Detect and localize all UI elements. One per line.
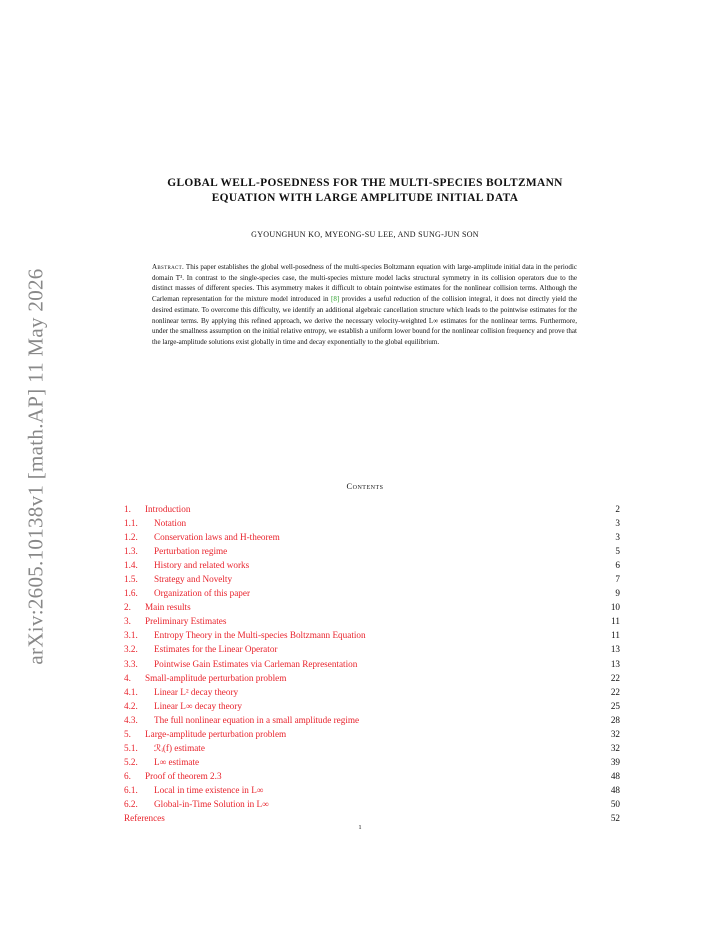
toc-entry-title: Proof of theorem 2.3 [145,770,222,781]
toc-entry-page: 50 [610,798,620,809]
toc-entry[interactable] [124,530,620,544]
arxiv-identifier-text: arXiv:2605.10138v1 [math.AP] 11 May 2026 [23,267,48,665]
toc-entry-number: 3.1. [124,630,138,641]
toc-entry-page: 7 [615,574,620,585]
toc-entry-number: 1.3. [124,546,138,557]
toc-entry-link[interactable] [124,699,242,713]
toc-entry-page: 6 [615,560,620,571]
author-list: GYOUNGHUN KO, MYEONG-SU LEE, AND SUNG-JUN SON [251,230,479,239]
toc-entry-link[interactable] [124,544,227,558]
toc-entry-title: References [124,813,165,824]
toc-entry-link[interactable] [124,600,191,614]
toc-entry-link[interactable] [124,530,280,544]
toc-entry[interactable] [124,628,620,642]
paper-title [90,176,640,206]
toc-entry-number: 4. [124,672,131,683]
toc-entry-link[interactable] [124,797,269,811]
toc-entry[interactable] [124,671,620,685]
toc-entry-title: History and related works [154,560,250,571]
toc-entry-link[interactable] [124,642,277,656]
toc-entry-page: 5 [615,546,620,557]
toc-entry[interactable] [124,544,620,558]
toc-entry-link[interactable] [124,755,199,769]
toc-entry-title: Pointwise Gain Estimates via Carleman Representation [154,658,358,669]
toc-entry-title: ℛᵢ(f) estimate [154,742,205,753]
toc-entry-link[interactable] [124,727,286,741]
toc-entry-page: 48 [610,770,620,781]
toc-entry-number: 1.1. [124,518,138,529]
toc-entry-number: 1.2. [124,532,138,543]
toc-entry-title: Organization of this paper [154,588,251,599]
toc-entry-title: The full nonlinear equation in a small amplitude regime [154,714,360,725]
toc-entry-number: 5. [124,728,131,739]
toc-entry-title: Linear L∞ decay theory [154,700,242,711]
toc-entry-number: 4.1. [124,686,138,697]
toc-entry-title: Preliminary Estimates [145,616,227,627]
toc-entry[interactable] [124,685,620,699]
toc-entry-title: Notation [154,518,187,529]
toc-entry[interactable] [124,769,620,783]
arxiv-identifier [18,242,54,690]
toc-entry[interactable] [124,699,620,713]
toc-entry-page: 2 [615,504,620,514]
toc-entry-number: 3.2. [124,644,138,655]
toc-entry-page: 11 [611,630,620,641]
toc-entry-page: 32 [610,728,620,739]
toc-entry-page: 13 [610,644,620,655]
toc-entry-page: 32 [610,742,620,753]
toc-entry-title: Local in time existence in L∞ [154,784,264,795]
toc-entry-page: 25 [610,700,620,711]
toc-entry-page: 3 [615,518,620,529]
toc-entry-number: 6.1. [124,784,138,795]
toc-entry-link[interactable] [124,614,226,628]
toc-entry-link[interactable] [124,657,357,671]
toc-entry-number: 4.2. [124,700,138,711]
toc-entry-page: 3 [615,532,620,543]
toc-entry-link[interactable] [124,811,165,825]
toc-entry-title: Estimates for the Linear Operator [154,644,278,655]
toc-entry[interactable] [124,741,620,755]
toc-entry[interactable] [124,811,620,825]
toc-entry-page: 52 [610,813,620,824]
toc-entry-title: Strategy and Novelty [154,574,233,585]
toc-entry-page: 48 [610,784,620,795]
toc-entry-number: 6.2. [124,798,138,809]
toc-entry-link[interactable] [124,713,359,727]
toc-entry-link[interactable] [124,769,222,783]
toc-entry-link[interactable] [124,502,190,516]
toc-entry-link[interactable] [124,671,286,685]
toc-entry[interactable] [124,516,620,530]
abstract-text-1: This paper establishes the global well-posedness of the multi-species Boltzmann equation with large-amplitude initial data in the periodic domain T³. In contrast to the single-species case, the multi-species mixture model lacks structural symmetry in its collision operators due to the distinct masses of different species. This asymmetry makes it difficult to obtain pointwise estimates for the nonlinear collision terms. Although the Carleman representation for the mixture model introduced in [152,263,577,304]
toc-entry-title: Entropy Theory in the Multi-species Boltzmann Equation [154,630,366,641]
toc-entry-link[interactable] [124,586,250,600]
toc-entry-page: 22 [610,672,620,683]
toc-entry[interactable] [124,755,620,769]
toc-entry-title: Introduction [145,504,191,514]
title-line-1: GLOBAL WELL-POSEDNESS FOR THE MULTI-SPECIES BOLTZMANN [167,177,563,189]
toc-entry-number: 1. [124,504,131,514]
toc-entry[interactable] [124,657,620,671]
toc-entry-title: Large-amplitude perturbation problem [145,728,287,739]
abstract [152,262,577,348]
toc-entry-link[interactable] [124,628,366,642]
toc-entry[interactable] [124,783,620,797]
toc-entry-title: Main results [145,602,191,613]
toc-entry-title: Linear L² decay theory [154,686,239,697]
toc-entry-title: Conservation laws and H-theorem [154,532,280,543]
toc-entry[interactable] [124,600,620,614]
toc-entry-page: 11 [611,616,620,627]
toc-entry[interactable] [124,502,620,516]
abstract-text-2: provides a useful reduction of the collision integral, it does not directly yield the desired estimate. To overcome this difficulty, we identify an additional algebraic cancellation structure which leads to the pointwise estimates for the nonlinear terms. By applying this refined approach, we derive the necessary velocity-weighted L∞ estimates for the nonlinear terms. Furthermore, under the smallness assumption on the initial relative entropy, we establish a uniform lower bound for the nonlinear collision frequency and prove that the large-amplitude solutions exist globally in time and decay exponentially to the global equilibrium. [152,295,577,346]
toc-entry-page: 9 [615,588,620,599]
toc-entry-number: 6. [124,770,131,781]
toc-entry-page: 39 [610,756,620,767]
toc-entry-page: 10 [610,602,620,613]
toc-entry-number: 1.4. [124,560,138,571]
abstract-heading: Abstract. [152,263,185,271]
toc-entry-link[interactable] [124,558,249,572]
toc-entry[interactable] [124,558,620,572]
toc-entry-number: 3.3. [124,658,138,669]
toc-entry-link[interactable] [124,741,205,755]
title-line-2: EQUATION WITH LARGE AMPLITUDE INITIAL DATA [211,192,519,204]
toc-entry-number: 1.6. [124,588,138,599]
toc-entry-number: 3. [124,616,131,627]
toc-entry-link[interactable] [124,783,263,797]
toc-entry[interactable] [124,797,620,811]
toc-entry-number: 2. [124,602,131,613]
table-of-contents [124,502,620,825]
toc-entry[interactable] [124,572,620,586]
toc-entry-link[interactable] [124,516,186,530]
toc-entry-page: 13 [610,658,620,669]
toc-entry-page: 28 [610,714,620,725]
toc-entry-number: 5.2. [124,756,138,767]
toc-entry[interactable] [124,642,620,656]
citation-link[interactable]: [8] [330,295,340,304]
toc-entry-title: L∞ estimate [154,756,200,767]
toc-entry-title: Global-in-Time Solution in L∞ [154,798,269,809]
toc-entry[interactable] [124,614,620,628]
toc-entry[interactable] [124,727,620,741]
toc-entry[interactable] [124,713,620,727]
toc-entry-page: 22 [610,686,620,697]
toc-entry[interactable] [124,586,620,600]
toc-entry-link[interactable] [124,572,232,586]
toc-entry-number: 1.5. [124,574,138,585]
toc-entry-link[interactable] [124,685,238,699]
toc-entry-title: Perturbation regime [154,546,228,557]
contents-heading: Contents [346,482,384,491]
toc-entry-title: Small-amplitude perturbation problem [145,672,287,683]
toc-entry-number: 4.3. [124,714,138,725]
toc-entry-number: 5.1. [124,742,138,753]
page-number: 1 [358,824,362,831]
